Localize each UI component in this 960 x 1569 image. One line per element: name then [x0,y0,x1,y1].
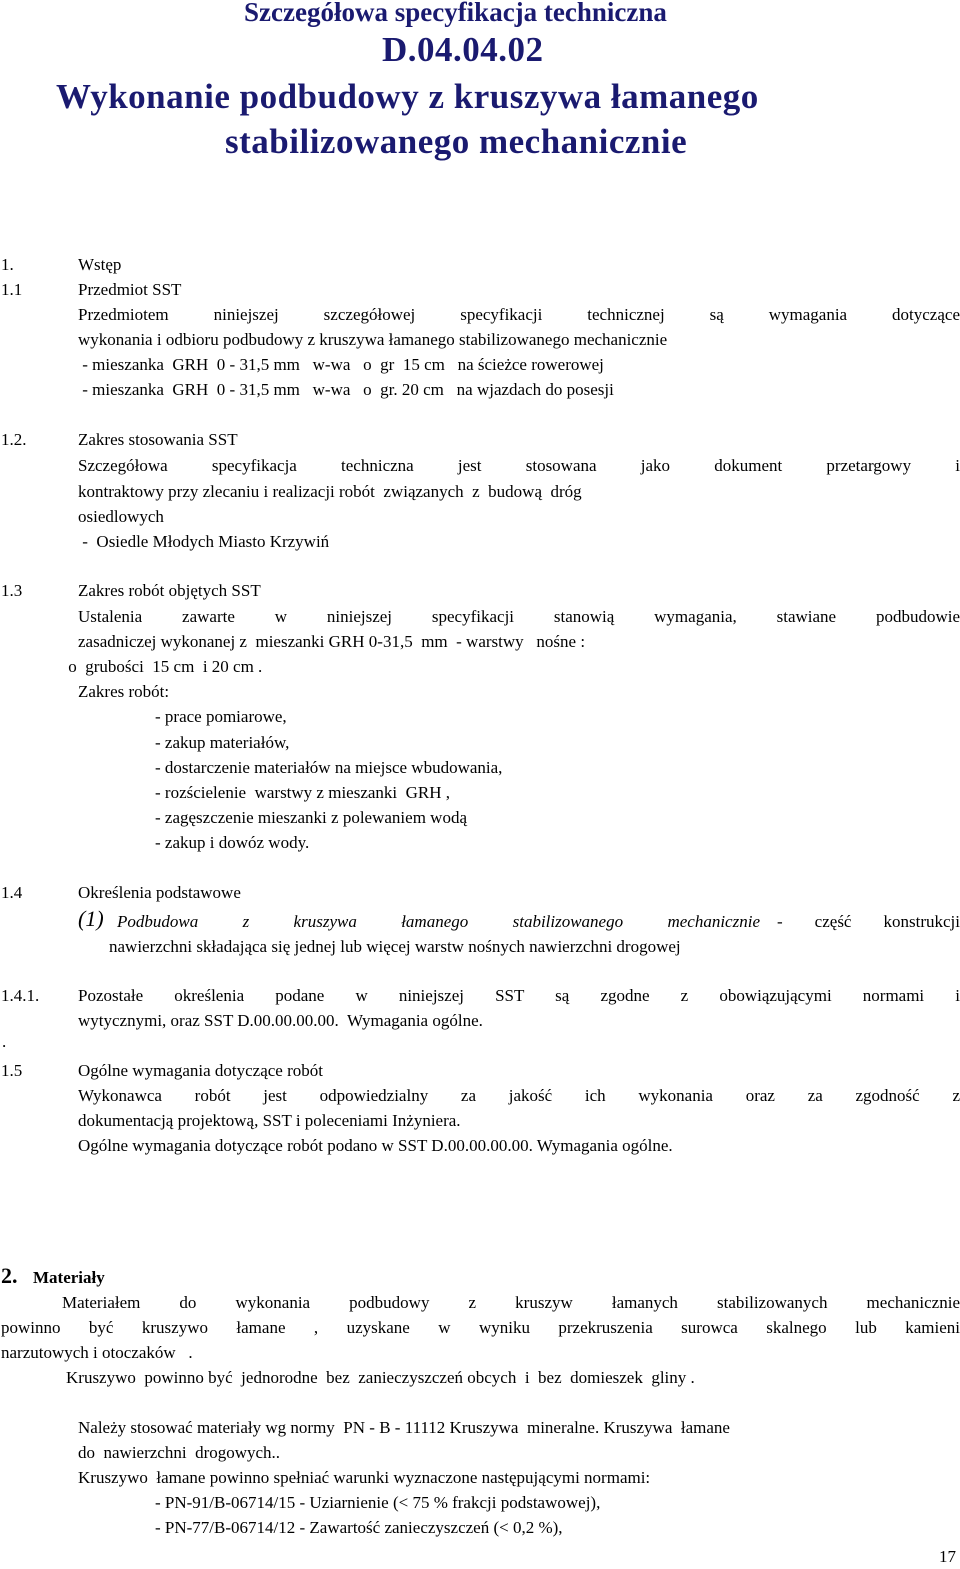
section-1-2-title: Zakres stosowania SST [78,430,238,449]
section-2-para-line3: narzutowych i otoczaków . [1,1343,193,1362]
section-2-title: Materiały [33,1268,105,1287]
spec-heading: Szczegółowa specyfikacja techniczna [244,0,667,27]
scope-list-item: - zakup i dowóz wody. [155,833,310,852]
section-1-5-number: 1.5 [1,1061,23,1080]
spec-title-line1: Wykonanie podbudowy z kruszywa łamanego [56,77,759,116]
scope-list-item: - prace pomiarowe, [155,707,287,726]
section-1-4-title: Określenia podstawowe [78,883,241,902]
stray-dot: . [2,1032,7,1051]
section-1-5-para-line3: Ogólne wymagania dotyczące robót podano w SST D.00.00.00.00. Wymagania ogólne. [78,1136,673,1155]
section-1-1-para-line2: wykonania i odbioru podbudowy z kruszywa łamanego stabilizowanego mechanicznie [78,330,668,349]
section-1-2-para-line2: kontraktowy przy zlecaniu i realizacji robót związanych z budową dróg [78,482,582,501]
section-1-5-para-line2: dokumentacją projektową, SST i poleceniami Inżyniera. [78,1111,461,1130]
section-2-homogeneity: Kruszywo powinno być jednorodne bez zanieczyszczeń obcych i bez domieszek gliny . [66,1368,695,1387]
definition-1-term: Podbudowa z kruszywa łamanego stabilizowanego mechanicznie [117,912,760,931]
scope-list-item: - rozścielenie warstwy z mieszanki GRH , [155,783,451,802]
section-1-1-mix-line1: - mieszanka GRH 0 - 31,5 mm w-wa o gr 15 cm na ścieżce rowerowej [78,355,604,374]
section-1-2-number: 1.2. [1,430,27,449]
definition-1-line2: nawierzchni składająca się jednej lub więcej warstw nośnych nawierzchni drogowej [109,937,681,956]
section-1-title: Wstęp [78,255,122,274]
section-1-3-number: 1.3 [1,581,23,600]
section-2-para-line1: Materiałem do wykonania podbudowy z kruszyw łamanych stabilizowanych mechanicznie [62,1293,960,1312]
scope-list-item: - zakup materiałów, [155,733,290,752]
section-1-1-number: 1.1 [1,280,23,299]
section-1-3-para-line3: o grubości 15 cm i 20 cm . [64,657,263,676]
definition-1-text: - część konstrukcji [777,912,960,931]
section-1-1-mix-line2: - mieszanka GRH 0 - 31,5 mm w-wa o gr. 20 cm na wjazdach do posesji [78,380,614,399]
section-1-5-para-line1: Wykonawca robót jest odpowiedzialny za jakość ich wykonania oraz za zgodność z [78,1086,960,1105]
norm-list-item: - PN-77/B-06714/12 - Zawartość zanieczyszczeń (< 0,2 %), [155,1518,563,1537]
section-2-number: 2. [1,1263,18,1288]
spec-title-line2: stabilizowanego mechanicznie [225,122,688,161]
section-1-1-para-line1: Przedmiotem niniejszej szczegółowej specyfikacji technicznej są wymagania dotyczące [78,305,960,324]
section-1-4-1-line2: wytycznymi, oraz SST D.00.00.00.00. Wymagania ogólne. [78,1011,483,1030]
section-1-number: 1. [1,255,14,274]
section-2-requirements: Kruszywo łamane powinno spełniać warunki wyznaczone następującymi normami: [78,1468,651,1487]
page-number: 17 [939,1547,956,1566]
section-1-3-scope-label: Zakres robót: [78,682,170,701]
spec-code: D.04.04.02 [382,30,544,69]
section-2-standard-line2: do nawierzchni drogowych.. [78,1443,281,1462]
section-1-3-para-line2: zasadniczej wykonanej z mieszanki GRH 0-31,5 mm - warstwy nośne : [78,632,586,651]
section-1-2-para-line1: Szczegółowa specyfikacja techniczna jest stosowana jako dokument przetargowy i [78,456,960,475]
norm-list-item: - PN-91/B-06714/15 - Uziarnienie (< 75 % frakcji podstawowej), [155,1493,601,1512]
section-1-3-title: Zakres robót objętych SST [78,581,261,600]
section-1-1-title: Przedmiot SST [78,280,182,299]
section-1-4-1-line1: Pozostałe określenia podane w niniejszej SST są zgodne z obowiązującymi normami i [78,986,960,1005]
scope-list-item: - zagęszczenie mieszanki z polewaniem wodą [155,808,467,827]
scope-list-item: - dostarczenie materiałów na miejsce wbudowania, [155,758,503,777]
section-1-3-para-line1: Ustalenia zawarte w niniejszej specyfikacji stanowią wymagania, stawiane podbudowie [78,607,960,626]
section-1-2-para-line3: osiedlowych [78,507,164,526]
section-1-4-number: 1.4 [1,883,23,902]
section-2-para-line2: powinno być kruszywo łamane , uzyskane w wyniku przekruszenia surowca skalnego lub kamieni [1,1318,960,1337]
section-1-5-title: Ogólne wymagania dotyczące robót [78,1061,323,1080]
section-1-4-1-number: 1.4.1. [1,986,40,1005]
definition-1-number: (1) [78,906,104,931]
section-1-2-location: - Osiedle Młodych Miasto Krzywiń [78,532,330,551]
section-2-standard-line1: Należy stosować materiały wg normy PN - B - 11112 Kruszywa mineralne. Kruszywa łamane [78,1418,730,1437]
